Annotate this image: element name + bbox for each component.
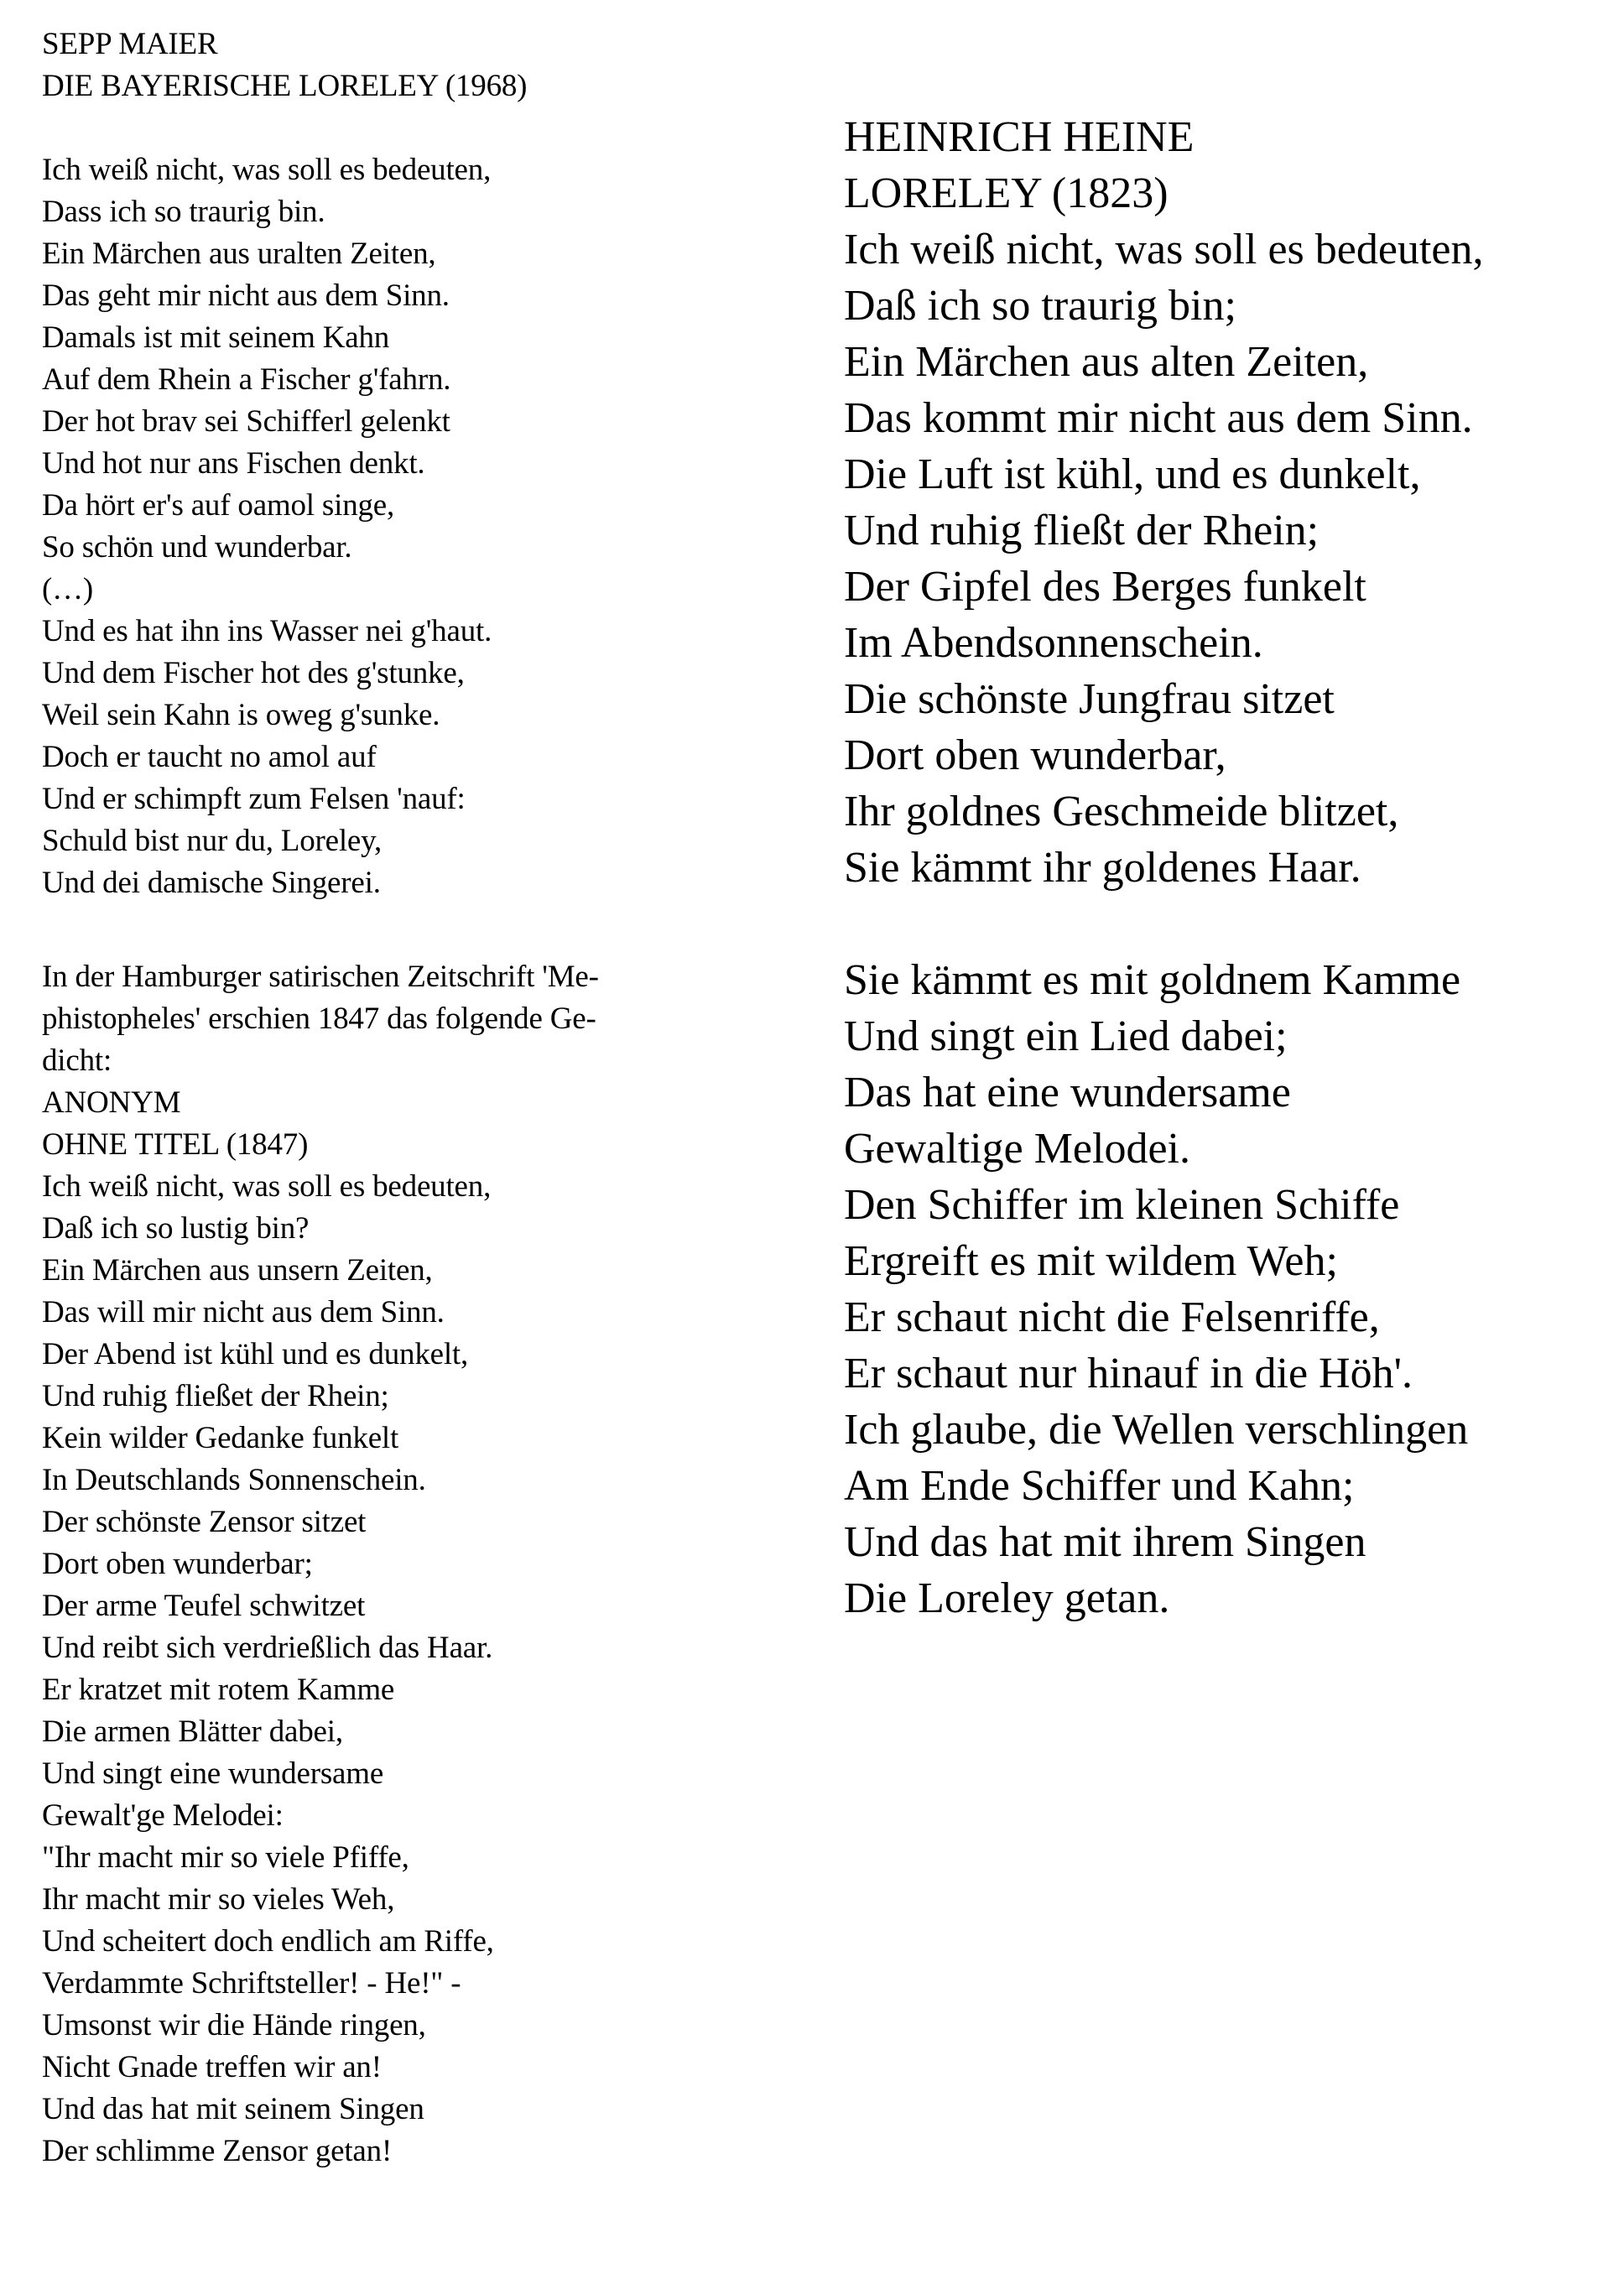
verse-line: Schuld bist nur du, Loreley, [42, 824, 383, 858]
verse-line: Der hot brav sei Schifferl gelenkt [42, 404, 450, 439]
anonym-title: OHNE TITEL (1847) [42, 1127, 309, 1162]
verse-line: Der arme Teufel schwitzet [42, 1589, 366, 1623]
verse-line: Ich weiß nicht, was soll es bedeuten, [844, 226, 1484, 273]
verse-line: Und dem Fischer hot des g'stunke, [42, 656, 465, 690]
verse-line: Ein Märchen aus unsern Zeiten, [42, 1253, 433, 1288]
verse-line: "Ihr macht mir so viele Pfiffe, [42, 1840, 409, 1875]
verse-line: Nicht Gnade treffen wir an! [42, 2050, 382, 2084]
verse-line: Doch er taucht no amol auf [42, 740, 377, 774]
verse-line: Ergreift es mit wildem Weh; [844, 1237, 1338, 1285]
heine-author: HEINRICH HEINE [844, 113, 1195, 161]
verse-line: Auf dem Rhein a Fischer g'fahrn. [42, 362, 451, 397]
verse-line: Die armen Blätter dabei, [42, 1714, 343, 1749]
heine-stanza-1 [844, 221, 1483, 896]
verse-line: In Deutschlands Sonnenschein. [42, 1463, 426, 1497]
intro-line: phistopheles' erschien 1847 das folgende Ge- [42, 1002, 596, 1036]
verse-line: Am Ende Schiffer und Kahn; [844, 1462, 1355, 1510]
spacer [844, 896, 1483, 952]
verse-line: Verdammte Schriftsteller! - He!" - [42, 1966, 461, 2001]
verse-line: Kein wilder Gedanke funkelt [42, 1421, 399, 1455]
verse-line: Der schlimme Zensor getan! [42, 2134, 393, 2168]
verse-line: Ein Märchen aus alten Zeiten, [844, 338, 1369, 386]
verse-line: Ich weiß nicht, was soll es bedeuten, [42, 153, 492, 187]
verse-line: Die schönste Jungfrau sitzet [844, 675, 1335, 723]
verse-line: Und das hat mit seinem Singen [42, 2092, 424, 2126]
heine-poem [844, 109, 1483, 1626]
spacer [42, 107, 599, 149]
verse-line: Daß ich so lustig bin? [42, 1211, 310, 1246]
verse-line: Der Abend ist kühl und es dunkelt, [42, 1337, 469, 1371]
verse-line: Und singt eine wundersame [42, 1756, 384, 1791]
spacer [42, 904, 599, 956]
verse-line: Umsonst wir die Hände ringen, [42, 2008, 426, 2042]
verse-line: (…) [42, 572, 94, 606]
verse-line: Er kratzet mit rotem Kamme [42, 1673, 395, 1707]
verse-line: Gewalt'ge Melodei: [42, 1798, 284, 1833]
verse-line: Ich glaube, die Wellen verschlingen [844, 1406, 1469, 1454]
verse-line: Die Loreley getan. [844, 1574, 1170, 1622]
verse-line: Das geht mir nicht aus dem Sinn. [42, 278, 450, 313]
verse-line: Das hat eine wundersame [844, 1069, 1291, 1116]
verse-line: Und scheitert doch endlich am Riffe, [42, 1924, 494, 1959]
verse-line: Ich weiß nicht, was soll es bedeuten, [42, 1169, 492, 1204]
maier-title: DIE BAYERISCHE LORELEY (1968) [42, 69, 528, 103]
verse-line: Er schaut nicht die Felsenriffe, [844, 1293, 1380, 1341]
heine-title: LORELEY (1823) [844, 169, 1169, 217]
verse-line: Sie kämmt ihr goldenes Haar. [844, 844, 1361, 892]
verse-line: So schön und wunderbar. [42, 530, 352, 565]
verse-line: Und ruhig fließet der Rhein; [42, 1379, 389, 1413]
maier-poem [42, 23, 599, 904]
verse-line: Und er schimpft zum Felsen 'nauf: [42, 782, 466, 816]
verse-line: Dort oben wunderbar, [844, 731, 1226, 779]
verse-line: Und ruhig fließt der Rhein; [844, 507, 1320, 554]
verse-line: Dort oben wunderbar; [42, 1547, 313, 1581]
verse-line: Damals ist mit seinem Kahn [42, 320, 390, 355]
verse-line: Das will mir nicht aus dem Sinn. [42, 1295, 445, 1329]
verse-line: Und hot nur ans Fischen denkt. [42, 446, 425, 481]
anonym-intro [42, 956, 599, 1082]
verse-line: Dass ich so traurig bin. [42, 195, 325, 229]
maier-author: SEPP MAIER [42, 27, 218, 61]
verse-line: Im Abendsonnenschein. [844, 619, 1263, 667]
verse-line: Das kommt mir nicht aus dem Sinn. [844, 394, 1473, 442]
right-column [844, 109, 1483, 1626]
verse-line: Da hört er's auf oamol singe, [42, 488, 395, 523]
heine-stanza-2 [844, 952, 1483, 1626]
anonym-author: ANONYM [42, 1085, 181, 1120]
intro-line: In der Hamburger satirischen Zeitschrift 'Me- [42, 960, 599, 994]
verse-line: Die Luft ist kühl, und es dunkelt, [844, 450, 1421, 498]
verse-line: Ihr goldnes Geschmeide blitzet, [844, 788, 1399, 835]
verse-line: Weil sein Kahn is oweg g'sunke. [42, 698, 440, 732]
verse-line: Er schaut nur hinauf in die Höh'. [844, 1350, 1413, 1397]
anonym-verse [42, 1166, 599, 2172]
verse-line: Den Schiffer im kleinen Schiffe [844, 1181, 1400, 1229]
intro-line: dicht: [42, 1043, 112, 1078]
left-column [42, 23, 599, 2172]
verse-line: Der schönste Zensor sitzet [42, 1505, 367, 1539]
verse-line: Sie kämmt es mit goldnem Kamme [844, 956, 1461, 1004]
anonym-poem [42, 956, 599, 2172]
verse-line: Ein Märchen aus uralten Zeiten, [42, 237, 436, 271]
verse-line: Der Gipfel des Berges funkelt [844, 563, 1366, 611]
verse-line: Und es hat ihn ins Wasser nei g'haut. [42, 614, 492, 648]
verse-line: Ihr macht mir so vieles Weh, [42, 1882, 395, 1917]
verse-line: Und dei damische Singerei. [42, 866, 381, 900]
verse-line: Und reibt sich verdrießlich das Haar. [42, 1631, 493, 1665]
verse-line: Und singt ein Lied dabei; [844, 1012, 1288, 1060]
maier-verse [42, 149, 599, 904]
verse-line: Und das hat mit ihrem Singen [844, 1518, 1366, 1566]
verse-line: Daß ich so traurig bin; [844, 282, 1236, 330]
verse-line: Gewaltige Melodei. [844, 1125, 1190, 1173]
